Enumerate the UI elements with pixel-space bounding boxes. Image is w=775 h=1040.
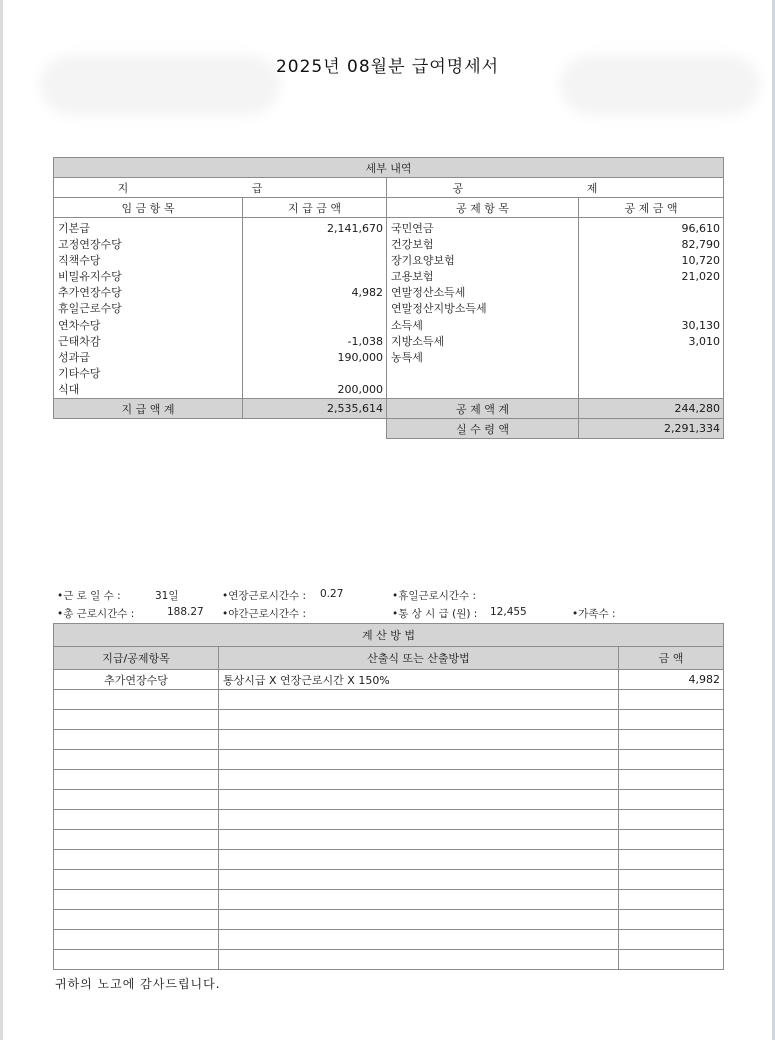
hourly-wage-value: 12,455 [490,606,527,618]
deduction-item-name: 장기요양보험 [391,254,455,268]
col-deduction-item: 공 제 항 목 [387,198,579,218]
deduction-item-amounts [579,218,724,399]
payment-header: 지 급 [54,178,387,198]
calc-row-item [54,690,219,710]
total-pay-value: 2,535,614 [243,399,387,419]
pay-item-name: 기타수당 [58,366,101,380]
calc-row-amount [619,810,724,830]
calc-row-formula [219,910,619,930]
calc-row-formula [219,850,619,870]
night-hours-label: •야간근로시간수 : [222,608,307,620]
calc-row-amount [619,690,724,710]
calculation-row [54,710,724,730]
family-count-label: •가족수 : [572,608,616,620]
pay-item-name: 고정연장수당 [58,238,122,252]
deduction-item-amount: 3,010 [688,334,721,348]
calc-row-amount: 4,982 [619,670,724,690]
calc-row-item [54,890,219,910]
deduction-item-name: 연말정산소득세 [391,286,466,300]
deduction-item-name: 농특세 [391,350,423,364]
calc-row-formula [219,870,619,890]
calculation-row [54,810,724,830]
pay-item-name: 식대 [58,382,80,396]
pay-item-amount: 190,000 [337,350,383,364]
pay-item-amount [247,237,383,253]
pay-item-amount [247,366,383,382]
calc-row-formula [219,750,619,770]
deduction-item-amount: 96,610 [681,222,721,235]
calc-row-formula: 통상시급 X 연장근로시간 X 150% [219,670,619,690]
calc-row-amount [619,770,724,790]
calc-row-amount [619,890,724,910]
pay-item-name: 성과급 [58,350,90,364]
deduction-item-amount [583,285,720,301]
calc-row-amount [619,850,724,870]
detail-table [53,157,724,439]
calc-row-item [54,930,219,950]
deduction-item-name: 고용보험 [391,270,434,284]
calculation-row [54,910,724,930]
col-pay-amount: 지 급 금 액 [243,198,387,218]
total-deduction-value: 244,280 [579,399,724,419]
page-title: 2025년 08월분 급여명세서 [275,57,500,77]
calc-row-amount [619,910,724,930]
deduction-item-name: 소득세 [391,318,423,332]
calc-row-formula [219,690,619,710]
calc-row-item: 추가연장수당 [54,670,219,690]
calc-row-formula [219,830,619,850]
calc-row-amount [619,930,724,950]
total-hours-value: 188.27 [167,606,204,618]
calc-row-amount [619,710,724,730]
pay-item-name: 연차수당 [58,318,101,332]
net-pay-value: 2,291,334 [579,419,724,439]
calc-row-item [54,730,219,750]
holiday-hours-label: •휴일근로시간수 : [392,590,477,602]
overtime-hours-value: 0.27 [320,588,344,600]
footer-message: 귀하의 노고에 감사드립니다. [55,977,221,991]
deduction-item-amount: 82,790 [681,238,721,252]
total-deduction-label: 공 제 액 계 [387,399,579,419]
calc-row-amount [619,750,724,770]
deduction-item-amount: 10,720 [681,254,721,268]
calc-row-item [54,790,219,810]
deduction-item-amount [583,301,720,317]
calc-row-item [54,910,219,930]
deduction-item-name: 국민연금 [391,222,434,235]
pay-item-amount: 4,982 [351,286,383,300]
calc-row-item [54,950,219,970]
total-hours-label: •총 근로시간수 : [57,608,135,620]
col-deduction-amount: 공 제 금 액 [579,198,724,218]
pay-item-names [54,218,243,399]
work-days-label: •근 로 일 수 : [57,590,121,602]
col-calc-amount: 금 액 [619,647,724,670]
detail-section-title: 세부 내역 [54,158,724,178]
calc-row-formula [219,770,619,790]
calc-row-formula [219,930,619,950]
calculation-table [53,623,724,970]
pay-item-amount: -1,038 [347,334,383,348]
pay-item-amount [247,269,383,285]
calc-row-amount [619,830,724,850]
calc-row-item [54,710,219,730]
deduction-item-amount: 30,130 [681,318,721,332]
calc-row-item [54,830,219,850]
calc-row-item [54,810,219,830]
calculation-row [54,870,724,890]
calc-row-amount [619,790,724,810]
pay-item-name: 근태차감 [58,334,101,348]
pay-item-name: 비밀유지수당 [58,270,122,284]
calc-row-item [54,870,219,890]
pay-item-name: 휴일근로수당 [58,302,122,316]
pay-item-name: 직책수당 [58,254,101,268]
calculation-row [54,730,724,750]
calculation-section-title: 계 산 방 법 [54,624,724,647]
calculation-row [54,690,724,710]
calc-row-amount [619,870,724,890]
calculation-row [54,790,724,810]
calculation-row [54,750,724,770]
col-calc-formula: 산출식 또는 산출방법 [219,647,619,670]
calculation-row [54,890,724,910]
net-pay-label: 실 수 령 액 [387,419,579,439]
pay-item-amount [247,253,383,269]
pay-item-name: 기본급 [58,222,90,235]
deduction-item-amount [583,350,720,366]
calc-row-formula [219,790,619,810]
pay-item-amount [247,318,383,334]
deduction-item-name: 연말정산지방소득세 [391,302,487,316]
calc-row-formula [219,710,619,730]
col-pay-item: 임 금 항 목 [54,198,243,218]
pay-item-amounts [243,218,387,399]
calculation-row [54,950,724,970]
calculation-row [54,850,724,870]
calculation-row [54,770,724,790]
calculation-row [54,830,724,850]
calculation-row [54,670,724,690]
col-calc-item: 지급/공제항목 [54,647,219,670]
pay-item-amount: 200,000 [337,382,383,396]
deduction-item-names [387,218,579,399]
calc-row-formula [219,890,619,910]
work-days-value: 31일 [155,590,179,602]
deduction-item-amount: 21,020 [681,270,721,284]
page-left-edge [0,0,3,1040]
pay-item-amount [247,301,383,317]
calculation-row [54,930,724,950]
deduction-item-name: 건강보험 [391,238,434,252]
deduction-header: 공 제 [387,178,724,198]
deduction-item-name: 지방소득세 [391,334,445,348]
pay-item-name: 추가연장수당 [58,286,122,300]
calc-row-item [54,850,219,870]
overtime-hours-label: •연장근로시간수 : [222,590,307,602]
pay-item-amount: 2,141,670 [327,222,383,235]
calc-row-amount [619,950,724,970]
total-pay-label: 지 급 액 계 [54,399,243,419]
calc-row-formula [219,730,619,750]
calc-row-amount [619,730,724,750]
calc-row-item [54,770,219,790]
calc-row-item [54,750,219,770]
calc-row-formula [219,950,619,970]
hourly-wage-label: •통 상 시 급 (원) : [392,608,478,620]
calc-row-formula [219,810,619,830]
